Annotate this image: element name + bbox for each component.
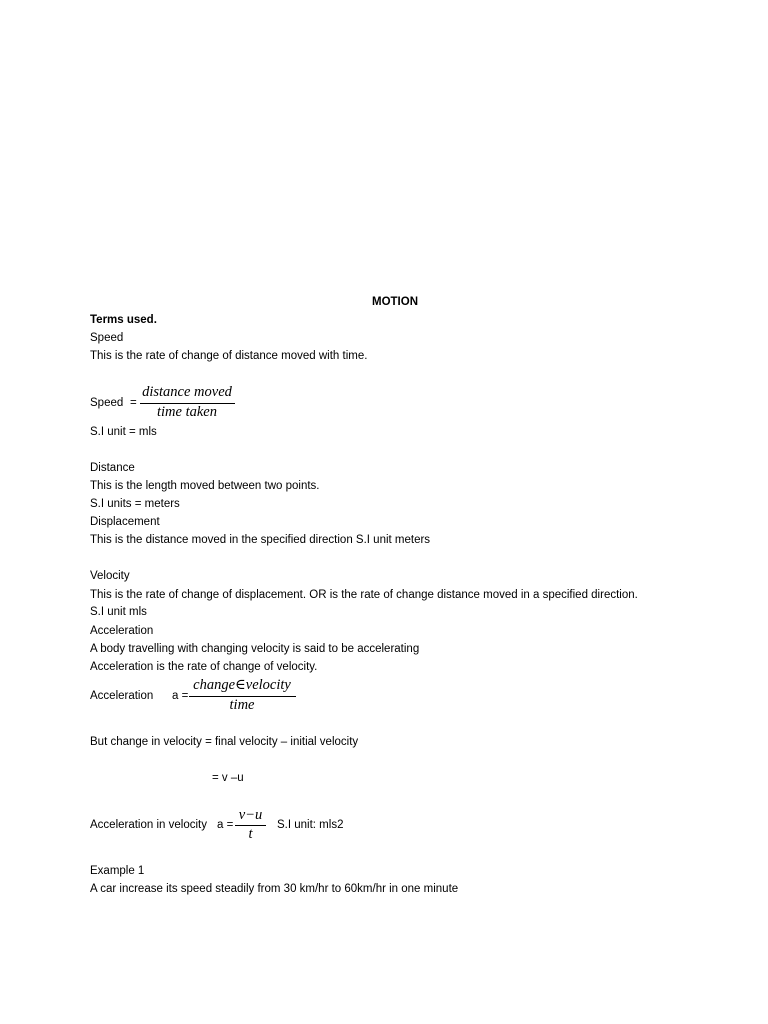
acceleration-formula-label: Acceleration	[90, 690, 154, 702]
change-in-velocity-equation: = v –u	[212, 772, 244, 784]
speed-definition: This is the rate of change of distance moved with time.	[90, 350, 368, 362]
acceleration-velocity-label: Acceleration in velocity	[90, 819, 207, 831]
acceleration-velocity-prefix: a =	[217, 819, 234, 831]
displacement-definition: This is the distance moved in the specified direction S.I unit meters	[90, 534, 431, 546]
speed-formula-label: Speed	[90, 397, 124, 409]
terms-heading: Terms used.	[90, 314, 157, 326]
acceleration-denominator: time	[229, 697, 255, 713]
speed-denominator: time taken	[157, 404, 217, 420]
acceleration-heading: Acceleration	[90, 625, 154, 637]
displacement-heading: Displacement	[90, 516, 160, 528]
acceleration-line1: A body travelling with changing velocity is said to be accelerating	[90, 643, 420, 655]
speed-heading: Speed	[90, 332, 124, 344]
speed-numerator: distance moved	[142, 384, 232, 400]
distance-unit: S.I units = meters	[90, 498, 180, 510]
velocity-heading: Velocity	[90, 570, 130, 582]
speed-equals: =	[130, 397, 137, 409]
example-text: A car increase its speed steadily from 30 km/hr to 60km/hr in one minute	[90, 883, 459, 895]
example-heading: Example 1	[90, 865, 145, 877]
change-in-velocity-note: But change in velocity = final velocity – initial velocity	[90, 736, 359, 748]
speed-unit: S.I unit = mls	[90, 426, 157, 438]
acceleration-numerator: change∈velocity	[193, 677, 291, 693]
acceleration-unit: S.I unit: mls2	[277, 819, 344, 831]
acceleration-velocity-denominator: t	[248, 826, 253, 842]
acceleration-line2: Acceleration is the rate of change of velocity.	[90, 661, 318, 673]
acceleration-formula-prefix: a =	[172, 690, 189, 702]
distance-definition: This is the length moved between two points.	[90, 480, 320, 492]
velocity-definition: This is the rate of change of displacement. OR is the rate of change distance moved in a specified direction.	[90, 589, 638, 601]
acceleration-velocity-numerator: v−u	[238, 807, 263, 823]
page-title: MOTION	[372, 296, 418, 308]
velocity-unit: S.I unit mls	[90, 606, 147, 618]
distance-heading: Distance	[90, 462, 135, 474]
